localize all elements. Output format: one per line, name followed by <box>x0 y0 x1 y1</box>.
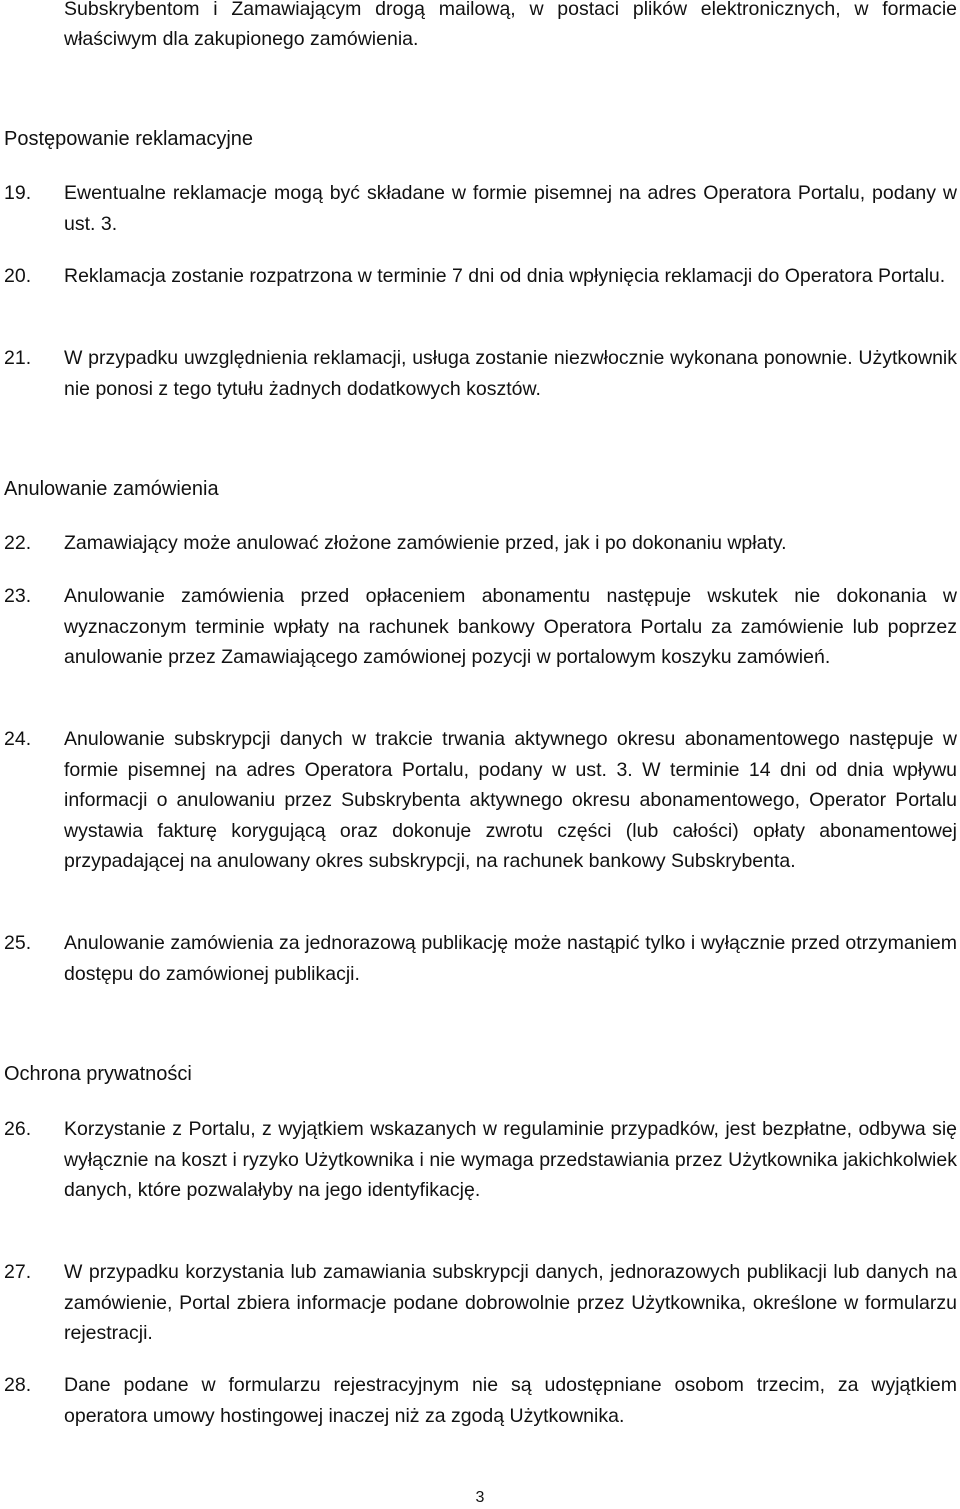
item-text: W przypadku korzystania lub zamawiania subskrypcji danych, jednorazowych publikacji lub danych na zamówienie, Portal zbiera informacje podane dobrowolnie przez Użytkownika, określone w formularzu rejestracji. <box>64 1261 957 1345</box>
section-heading-privacy: Ochrona prywatności <box>4 1063 192 1085</box>
item-text: Anulowanie zamówienia przed opłaceniem abonamentu następuje wskutek nie dokonania w wyznaczonym terminie wpłaty na rachunek bankowy Operatora Portalu za zamówienie lub poprzez anulowanie przez Zamawiającego zamówionej pozycji w portalowym koszyku zamówień. <box>64 585 957 669</box>
item-text: Anulowanie zamówienia za jednorazową publikację może nastąpić tylko i wyłącznie przed otrzymaniem dostępu do zamówionej publikacji. <box>64 932 957 985</box>
item-number: 24. <box>4 728 32 750</box>
item-number: 22. <box>4 532 32 554</box>
section-heading-cancellation: Anulowanie zamówienia <box>4 478 219 500</box>
item-text: Korzystanie z Portalu, z wyjątkiem wskazanych w regulaminie przypadków, jest bezpłatne, odbywa się wyłącznie na koszt i ryzyko Użytkownika i nie wymaga przedstawiania przez Użytkownika jakichkolwiek danych, które pozwalałyby na jego identyfikację. <box>64 1118 957 1202</box>
item-text: W przypadku uwzględnienia reklamacji, usługa zostanie niezwłocznie wykonana ponownie. Użytkownik nie ponosi z tego tytułu żadnych dodatkowych kosztów. <box>64 347 957 400</box>
page-number: 3 <box>475 1489 485 1506</box>
item-text: Reklamacja zostanie rozpatrzona w terminie 7 dni od dnia wpłynięcia reklamacji do Operatora Portalu. <box>64 265 946 287</box>
item-text: Zamawiający może anulować złożone zamówienie przed, jak i po dokonaniu wpłaty. <box>64 532 787 554</box>
item-text: Ewentualne reklamacje mogą być składane w formie pisemnej na adres Operatora Portalu, podany w ust. 3. <box>64 182 957 235</box>
item-number: 21. <box>4 347 32 369</box>
item-number: 28. <box>4 1374 32 1396</box>
item-number: 20. <box>4 265 32 287</box>
item-number: 26. <box>4 1118 32 1140</box>
item-number: 19. <box>4 182 32 204</box>
item-text: Dane podane w formularzu rejestracyjnym nie są udostępniane osobom trzecim, za wyjątkiem operatora umowy hostingowej inaczej niż za zgodą Użytkownika. <box>64 1374 957 1427</box>
item-text: Anulowanie subskrypcji danych w trakcie trwania aktywnego okresu abonamentowego następuje w formie pisemnej na adres Operatora Portalu, podany w ust. 3. W terminie 14 dni od dnia wpływu informacji o anulowaniu przez Subskrybenta aktywnego okresu abonamentowego, Operator Portalu wystawia fakturę korygującą oraz dokonuje zwrotu części (lub całości) opłaty abonamentowej przypadającej na anulowany okres subskrypcji, na rachunek bankowy Subskrybenta. <box>64 728 957 873</box>
item-number: 25. <box>4 932 32 954</box>
intro-paragraph: Subskrybentom i Zamawiającym drogą mailową, w postaci plików elektronicznych, w formacie właściwym dla zakupionego zamówienia. <box>64 0 957 50</box>
section-heading-complaints: Postępowanie reklamacyjne <box>4 128 254 150</box>
item-number: 23. <box>4 585 32 607</box>
item-number: 27. <box>4 1261 32 1283</box>
